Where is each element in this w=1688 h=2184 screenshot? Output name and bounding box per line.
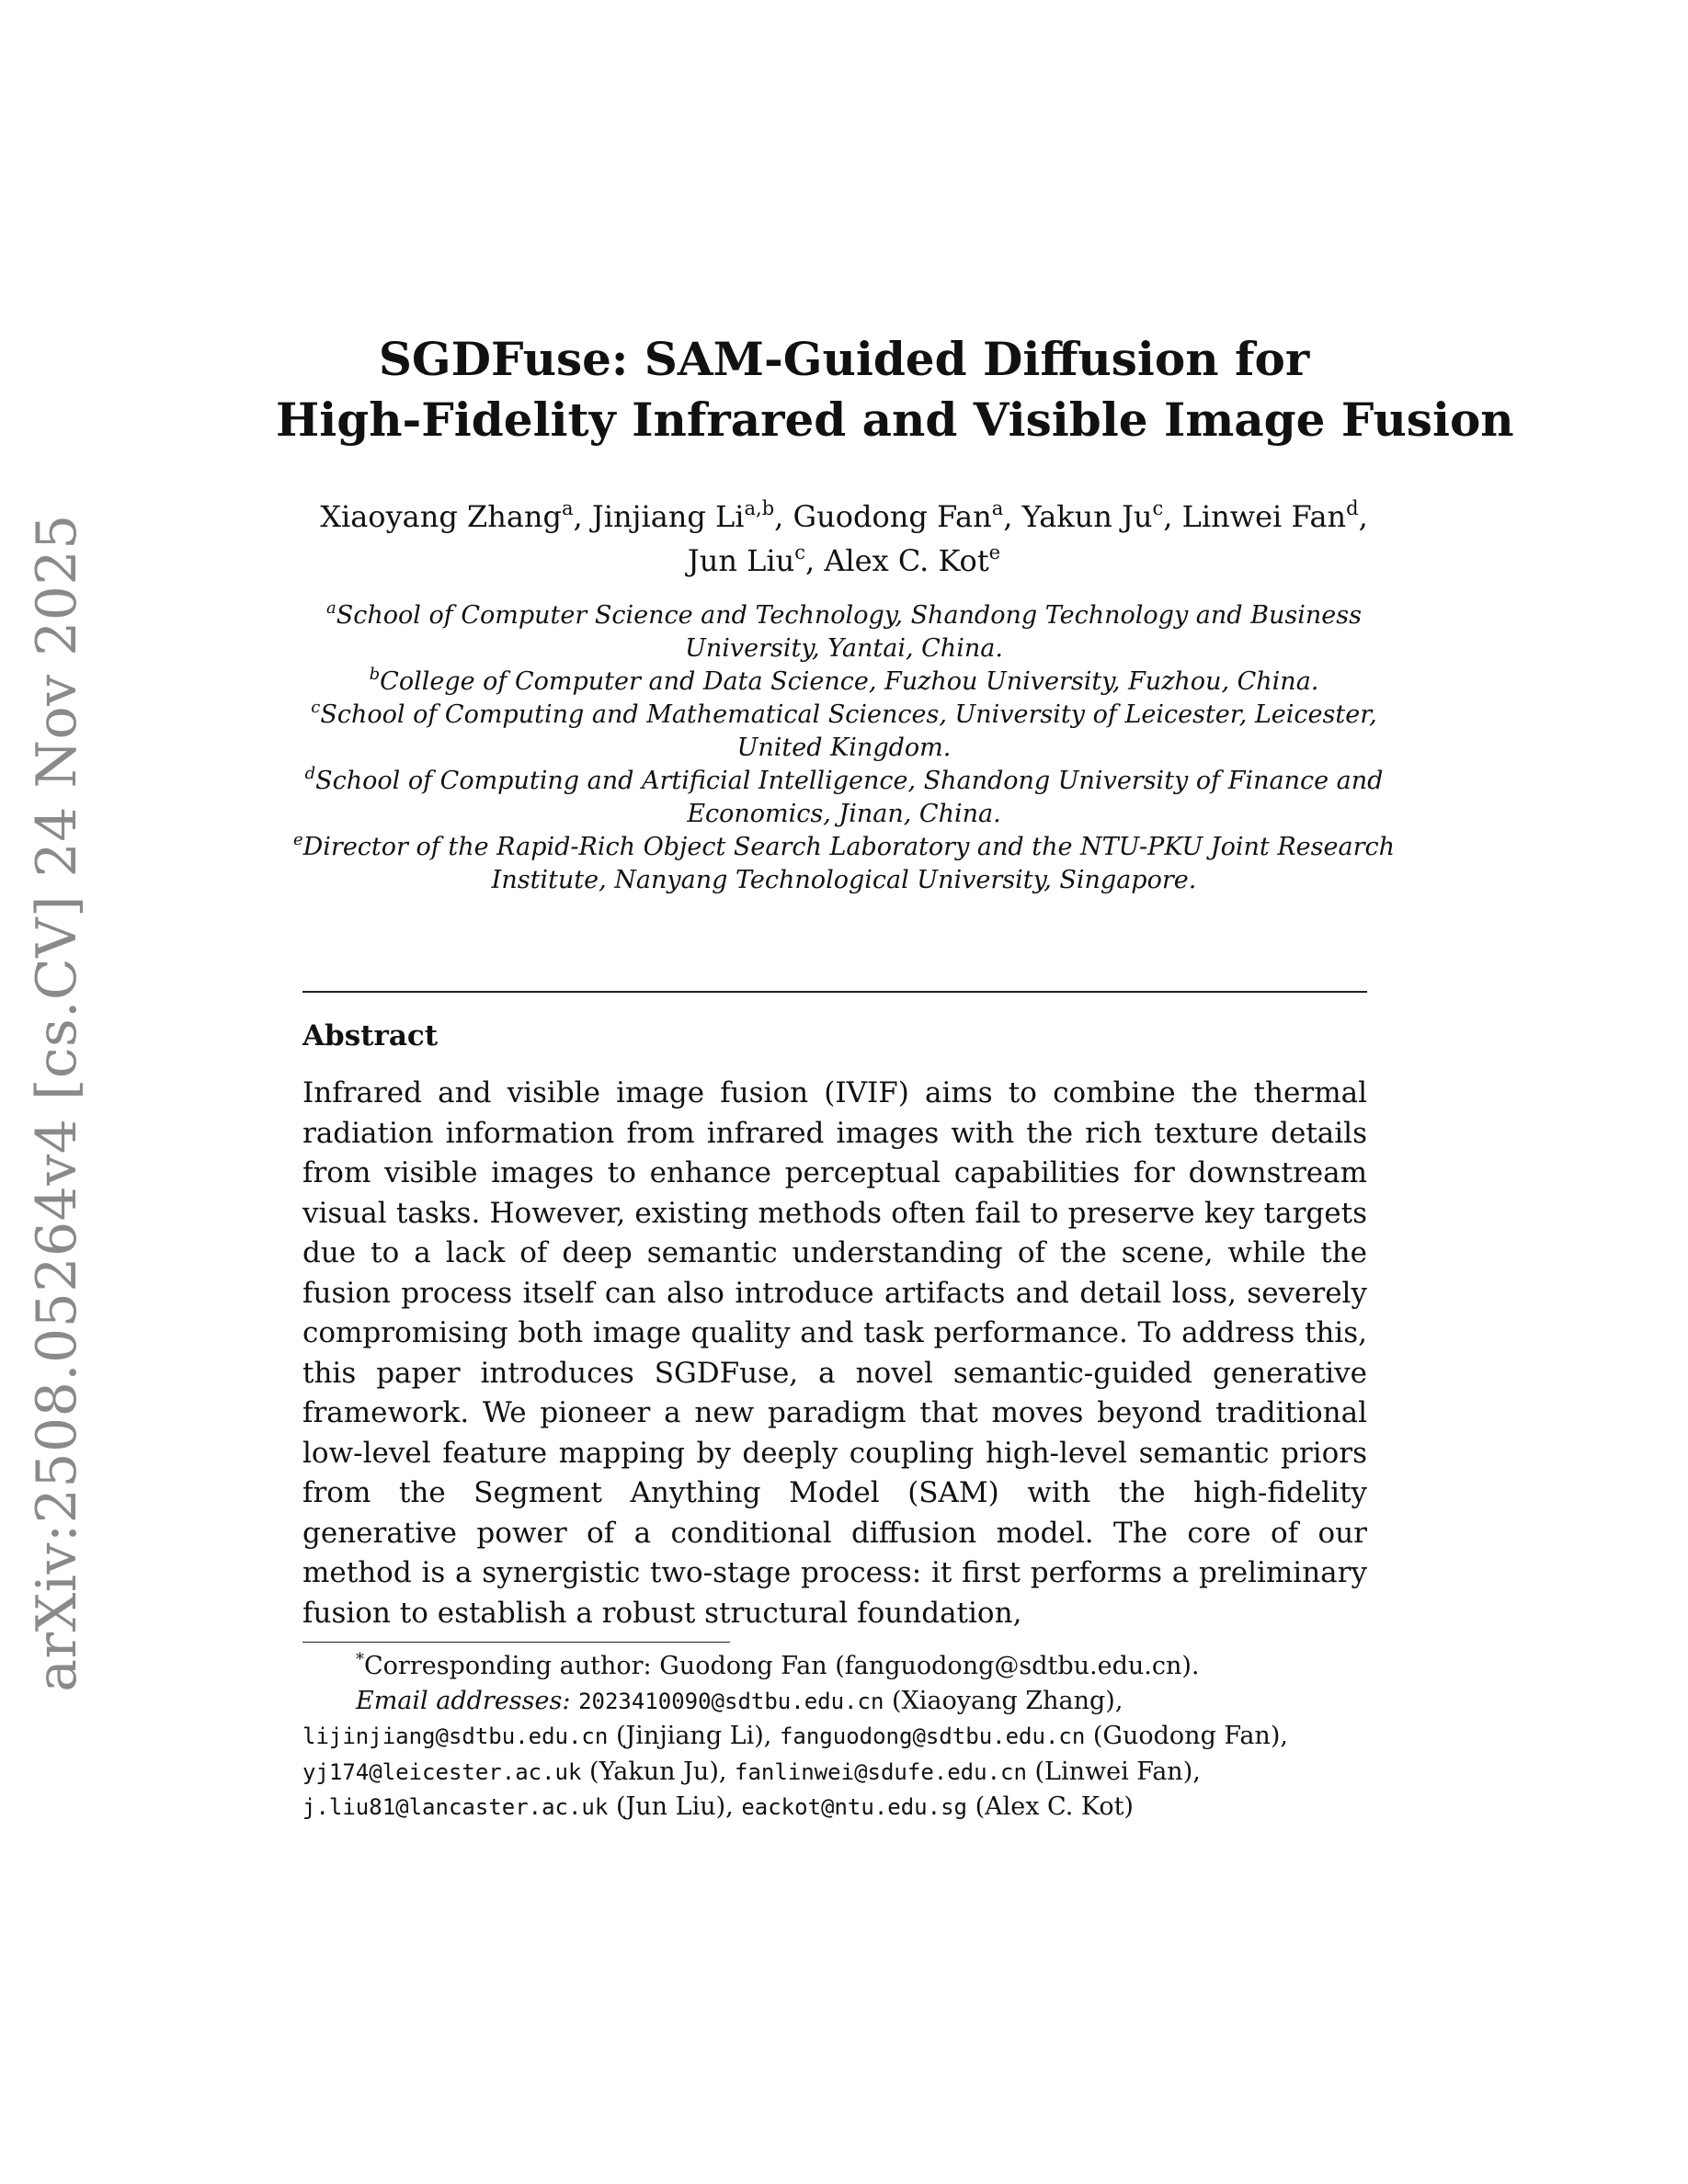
author-name: Yakun Ju (1021, 499, 1153, 534)
author-name: Alex C. Kot (824, 543, 989, 578)
affiliation-line: University, Yantai, China. (685, 634, 1003, 663)
author-name: Linwei Fan (1181, 499, 1347, 534)
email-line: Email addresses: 2023410090@sdtbu.edu.cn (Xiaoyang Zhang), (356, 1686, 1123, 1715)
author-affil-mark: a (562, 497, 574, 519)
email-owner: (Xiaoyang Zhang) (892, 1686, 1115, 1715)
email-owner: (Alex C. Kot) (975, 1792, 1134, 1821)
footnotes (302, 1649, 1367, 1826)
email-line: yj174@leicester.ac.uk (Yakun Ju), fanlinwei@sdufe.edu.cn (Linwei Fan), (302, 1757, 1201, 1786)
paper-title (276, 329, 1514, 450)
author-affil-mark: a,b (744, 497, 775, 519)
footnote-mark: * (356, 1650, 364, 1669)
abstract-text: Infrared and visible image fusion (IVIF) aims to combine the thermal radiation information from infrared images with the rich texture details from visible images to enhance perceptual capabilities for downstream visual tasks. However, existing methods often fail to preserve key targets due to a lack of deep semantic understanding of the scene, while the fusion process itself can also introduce artifacts and detail loss, severely compromising both image quality and task performance. To address this, this paper introduces SGDFuse, a novel semantic-guided generative framework. We pioneer a new paradigm that moves beyond traditional low-level feature mapping by deeply coupling high-level semantic priors from the Segment Anything Model (SAM) with the high-fidelity generative power of a conditional diffusion model. The core of our method is a synergistic two-stage process: it first performs a preliminary fusion to establish a robust structural foundation, (302, 1076, 1367, 1630)
email-address[interactable]: fanguodong@sdtbu.edu.cn (779, 1723, 1086, 1749)
title-line-2: High-Fidelity Infrared and Visible Image Fusion (276, 392, 1514, 447)
author-affil-mark: e (988, 541, 1001, 563)
email-address[interactable]: yj174@leicester.ac.uk (302, 1758, 582, 1785)
email-address[interactable]: fanlinwei@sdufe.edu.cn (735, 1758, 1027, 1785)
author-affil-mark: d (1346, 497, 1359, 519)
email-owner: (Yakun Ju) (589, 1757, 719, 1786)
author-name: Xiaoyang Zhang (320, 499, 562, 534)
arxiv-side-stamp: arXiv:2508.05264v4 [cs.CV] 24 Nov 2025 (25, 514, 89, 1692)
affiliation-line: Economics, Jinan, China. (687, 800, 1001, 828)
affiliation-mark: d (304, 764, 316, 783)
abstract-top-rule (302, 991, 1367, 993)
email-address[interactable]: lijinjiang@sdtbu.edu.cn (302, 1723, 609, 1749)
title-line-1: SGDFuse: SAM-Guided Diffusion for (378, 332, 1310, 386)
affiliation-line: $^c$School of Computing and Mathematical Sciences, University of Leicester, Leicester, (311, 698, 1377, 729)
corresponding-author-note: *Corresponding author: Guodong Fan (fanguodong@sdtbu.edu.cn). (356, 1650, 1200, 1680)
author-affil-mark: a (991, 497, 1004, 519)
affiliation-line: $^d$School of Computing and Artificial Intelligence, Shandong University of Finance and (304, 764, 1384, 795)
affiliation-line: Institute, Nanyang Technological University, Singapore. (491, 866, 1197, 894)
email-owner: (Jinjiang Li) (615, 1722, 764, 1750)
author-name: Jinjiang Li (591, 499, 745, 534)
email-address[interactable]: 2023410090@sdtbu.edu.cn (578, 1688, 884, 1714)
author-list: Xiaoyang Zhang$^a$, Jinjiang Li$^{a,b}$, Guodong Fan$^a$, Yakun Ju$^c$, Linwei Fan$^d$, Jun Liu$^c$, Alex C. Kot$^e$ (320, 497, 1368, 578)
email-owner: (Guodong Fan) (1092, 1722, 1281, 1750)
footnote-rule (302, 1642, 730, 1643)
email-owner: (Jun Liu) (615, 1792, 726, 1821)
affiliation-mark: e (292, 830, 303, 849)
affiliations (276, 599, 1412, 897)
author-name: Jun Liu (687, 543, 795, 578)
affiliation-mark: c (311, 698, 321, 717)
affiliation-mark: a (326, 598, 336, 618)
email-line: lijinjiang@sdtbu.edu.cn (Jinjiang Li), fanguodong@sdtbu.edu.cn (Guodong Fan), (302, 1722, 1288, 1750)
affiliation-line: $^b$College of Computer and Data Science, Fuzhou University, Fuzhou, China. (369, 665, 1319, 696)
abstract-heading: Abstract (302, 1019, 439, 1052)
author-affil-mark: c (794, 541, 805, 563)
author-affil-mark: c (1152, 497, 1164, 519)
email-address[interactable]: j.liu81@lancaster.ac.uk (302, 1794, 609, 1820)
email-address[interactable]: eackot@ntu.edu.sg (741, 1794, 967, 1820)
affiliation-line: United Kingdom. (736, 734, 952, 762)
email-label: Email addresses: (356, 1686, 571, 1715)
affiliation-line: $^a$School of Computer Science and Technology, Shandong Technology and Business (326, 598, 1362, 630)
email-line: j.liu81@lancaster.ac.uk (Jun Liu), eackot@ntu.edu.sg (Alex C. Kot) (302, 1792, 1134, 1821)
affiliation-mark: b (369, 665, 381, 684)
affiliation-line: $^e$Director of the Rapid-Rich Object Search Laboratory and the NTU-PKU Joint Research (292, 830, 1395, 861)
email-owner: (Linwei Fan) (1034, 1757, 1193, 1786)
author-name: Guodong Fan (793, 499, 992, 534)
